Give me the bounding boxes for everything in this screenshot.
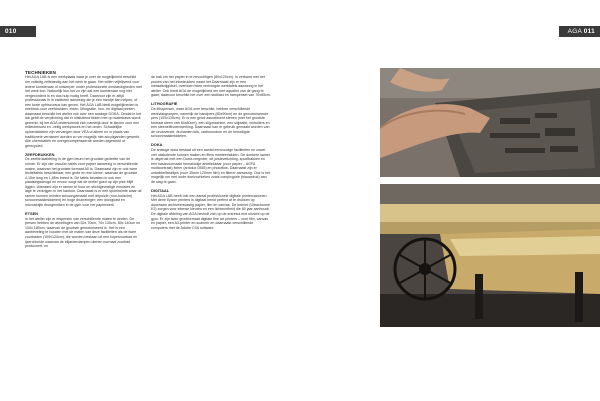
heading-digitaal: DIGITAAL (151, 188, 170, 194)
heading-etsen: ETSEN (25, 210, 38, 216)
page-number-tab-right (559, 26, 600, 37)
heading-lithografie: LITHOGRAFIE (151, 101, 178, 107)
page-number-left: 010 (5, 28, 17, 35)
text-column-middle (151, 75, 271, 235)
page-number-right: 011 (583, 28, 595, 35)
photo-etching-press-wheel (380, 184, 600, 327)
photo-litho-stone-hands-image (380, 68, 600, 177)
paragraph-lithografie: De lithopersen, waar AGA over beschikt, hebben verschillende werkvlakgroepen, namelijk de handpers (65x90cm) en de gemotoriseerde pers (100x130cm). Er is een groot assortiment stenen (met het grootste formaat steen van 60x80cm), een slijpmachine, een slijptafel, inktrollers en een steenelithoemwerking. Daarnaast kan er gebruik gemaakt worden van de ceulovende, drohamen kits, carborundum en de benodigde schoonmaakmiddelen. (151, 107, 270, 139)
photo-etching-press-wheel-image (380, 184, 600, 327)
page-number-tab-left (0, 26, 36, 46)
paragraph-doka: De analoge doka bestaat uit een aantal eenvoudige faciliteiten en zowel vrel uitsluitende kunnen maken en films monteerlakken. De donkere kamer is uitgerust met een Durst-vergroter, de juistevelichting, spoelbakken en een basisvoornaakt hemaklokje anteilekkaar (voor papier – AGFA multicontrast) fixeer (ardolux 0555) en photoflow. Daarnaast zijn er ontwikkelfanklijes (voor 35mm 120mm film) en filterer aanwezig. Ook is het mogelijk om met oude doelzochieken zoals compicgorie (blauwdruk) aan de slag te gaan. (151, 148, 271, 184)
paragraph-digitaal: Het AGA LAB heeft ook een aantal professionele digitale printercazionen. Met dene Epson printers is digitaal beeld perfect af te drukken op duurzaam archiveersvastig papier, film en canvas. De Imbrint (Ultrachrome K3) zorgen voor intense kleuren en een lichtechtheid die 80 jaar aanhoudt. De digitale afdeling van AGA bevindt zich op de entresol met uitzicht op de gym. Er zijn twee grootformaat digitale fine art printers – voor film, canvas en papier, een A3-printer en-scanner en daarnaast verschillende computers met de Adobe CS6 software. (151, 193, 271, 230)
heading-zeefdrukken: ZEEFDRUKKEN (25, 151, 55, 157)
photo-litho-stone-hands (380, 68, 600, 177)
heading-technieken: TECHNIEKEN (25, 70, 56, 75)
paragraph-zeefdrukken: De zeefdrukafdeling in de gym beum het grootste gedeelte van de ruimte. Er zijn vier vacuüm tafels voor papier aanwezig in verschillende maten, waarvan het grootste formaat A0 is. Daarnaast zijn er ook twee textieltafels beschikbaar, een grote en een kleine, waarvan de grootste 4,15m lang en 1,85m breed is. De tafels bevatten in ook een plaatsingsdeugd en ervoor zorgt dat de textiel goed op zijn plek blijft liggen. Uiteraard zijn er ramen te huur en stichtgevoelige emulsies en lage te verkrijgen in het kantoor. Daarnaast is er een spoelruimte waar uit ramen kunnen worden schoongemaakt met dripuizie (non-toxische) schoonmaakmiddelen) en hoge drukreiniger; een droogkast en microaluijtk droogenkken in de gym voor het papierwerk. (25, 157, 142, 207)
brand-left: AGA (5, 39, 20, 46)
brand-right: AGA (567, 28, 582, 35)
paragraph-etsen: In het atelier zijn er etspersen van verschillende maten te vinden. De persen hebben de afmetingen van 52x 70cm, 70x 130cm, 80x 140cm en 100x 180cm, waarvan de grootste gemotoriseerd is. Het is een aanbeveling te houden met de maten van deze faciliteiten als de twee zuurbaden (100x120cm), die worden bestaan uit een koperzuurbad en ijzerchloride waarvan de biljarderdampen dienen normaal zuurbad produceert, en (25, 216, 141, 249)
paragraph-intro: Het AGA LAB is een werkplaats waar je over de mogelijkheid beschikt om volledig zelfstandig aan het werk te gaan. Het willen vrijblijvend voor iedere kunstenaar of ontwerper onder professionele omstandigheden met het werk kon. Natuurlijk kun het zo zijn dat een kunstenaar nog niet vergevorderd is en dus hulp nodig heeft. Daarvoor zijn er altijd professionals in in instituten aanwezig die je een handje kan helpen, of een korte opfriscursus kan geven. Het AGA LAB biedt mogelijkheden in zeefdruk-voor zeefdrukken, etsen, lithografie, hoo- en digitaal printen, daarnaast beschikt het atelier ook over een analoge DOKA. Omdat in het lab geldt de verplichting dat er uitsluitend tikken met op waterbasis wordt gewerkt, bij het AGA onderscheidt zich namelijk door te kiezen voor een milieubewust en -veilig werkproces en het omen. Schadelijke oplosmiddelen zijn vervangen door VEA of alleen en in plaats van traditionele vernissen worden zo ver mogelijk niet accyliganden gewerkt. Alle chemicaliën en overgecompenseerde worden afgewerkt of gerecycled. (25, 75, 142, 148)
heading-doka: DOKA (151, 142, 163, 148)
text-column-left (25, 70, 142, 253)
paragraph-etsen-continued: de bak om het papier in te bevochtigen (80x120cm). In verband met het proces van het inbedrukken naast het Daarnaast zijn er een metaalsnijgidsel, overdoen twee verhoogde werktafels aanwezig in het atelier. Ook biedt AGA de mogelijkheid om met aquatint van de gang te gaan; daarvoor beschikt het over een stofkast en hampenset van 70x85cm. (151, 75, 271, 98)
